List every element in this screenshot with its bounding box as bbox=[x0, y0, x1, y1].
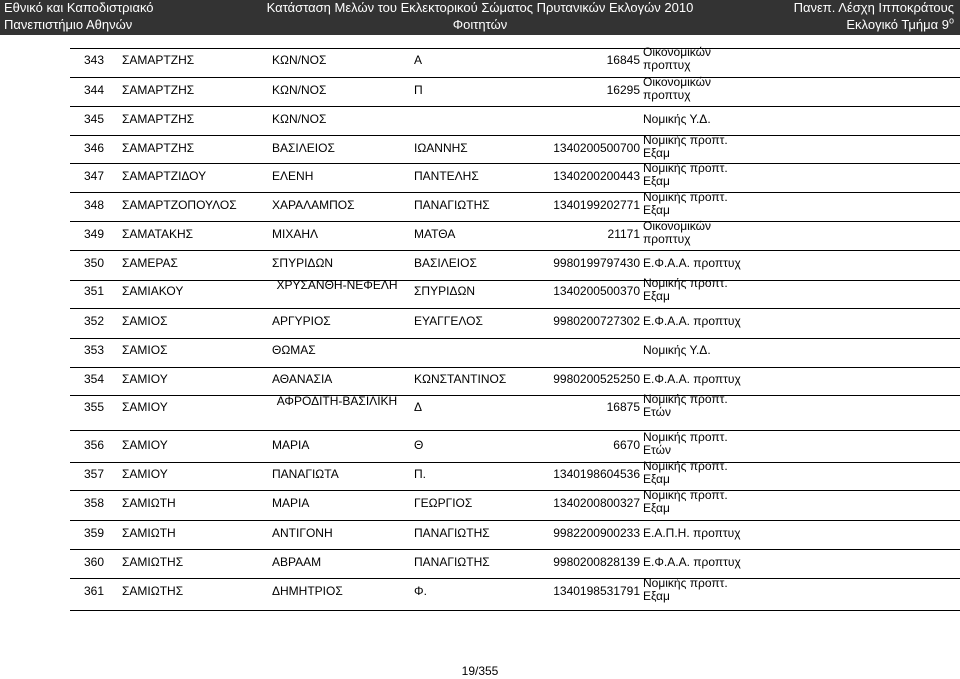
surname: ΣΑΜΙΩΤΗΣ bbox=[122, 584, 184, 598]
row-number: 349 bbox=[84, 227, 105, 241]
page-number: 19/355 bbox=[461, 664, 499, 678]
father-name: Θ bbox=[414, 438, 424, 452]
university-name-line2: Πανεπιστήμιο Αθηνών bbox=[4, 17, 133, 32]
surname: ΣΑΜΙΟΣ bbox=[122, 343, 168, 357]
surname: ΣΑΜΙΑΚΟΥ bbox=[122, 284, 184, 298]
student-id: 16875 bbox=[606, 400, 640, 414]
row-number: 352 bbox=[84, 314, 105, 328]
first-name: ΚΩΝ/ΝΟΣ bbox=[272, 112, 327, 126]
student-id: 9980200525250 bbox=[553, 372, 640, 386]
father-name: ΓΕΩΡΓΙΟΣ bbox=[414, 496, 473, 510]
row-separator bbox=[70, 106, 960, 107]
polling-section-ordinal: ο bbox=[948, 15, 954, 26]
department: Οικονομικών προπτυχ bbox=[643, 75, 712, 102]
first-name: ΚΩΝ/ΝΟΣ bbox=[272, 83, 327, 97]
student-id: 6670 bbox=[613, 438, 640, 452]
father-name: Π. bbox=[414, 467, 426, 481]
row-number: 350 bbox=[84, 256, 105, 270]
surname: ΣΑΜΙΩΤΗ bbox=[122, 496, 176, 510]
document-title: Κατάσταση Μελών του Εκλεκτορικού Σώματος Πρυτανικών Εκλογών 2010 bbox=[266, 0, 694, 15]
surname: ΣΑΜΙΟΣ bbox=[122, 314, 168, 328]
row-number: 357 bbox=[84, 467, 105, 481]
row-number: 356 bbox=[84, 438, 105, 452]
row-separator bbox=[70, 135, 960, 136]
student-id: 9982200900233 bbox=[553, 526, 640, 540]
row-separator bbox=[70, 77, 960, 78]
surname: ΣΑΜΙΩΤΗ bbox=[122, 526, 176, 540]
father-name: ΠΑΝΤΕΛΗΣ bbox=[414, 169, 479, 183]
row-number: 361 bbox=[84, 584, 105, 598]
department: Νομικής προπτ. Εξαμ bbox=[643, 161, 728, 188]
department: Νομικής Υ.Δ. bbox=[643, 343, 711, 357]
father-name: Φ. bbox=[414, 584, 427, 598]
department: Νομικής προπτ. Ετών bbox=[643, 430, 728, 457]
first-name: ΜΙΧΑΗΛ bbox=[272, 227, 319, 241]
row-separator bbox=[70, 430, 960, 431]
first-name: ΜΑΡΙΑ bbox=[272, 438, 310, 452]
row-number: 358 bbox=[84, 496, 105, 510]
first-name: ΠΑΝΑΓΙΩΤΑ bbox=[272, 467, 339, 481]
row-number: 347 bbox=[84, 169, 105, 183]
first-name: ΑΦΡΟΔΙΤΗ-ΒΑΣΙΛΙΚΗ bbox=[276, 394, 398, 408]
row-number: 353 bbox=[84, 343, 105, 357]
row-number: 343 bbox=[84, 53, 105, 67]
first-name: ΚΩΝ/ΝΟΣ bbox=[272, 53, 327, 67]
row-number: 344 bbox=[84, 83, 105, 97]
row-number: 346 bbox=[84, 141, 105, 155]
student-id: 1340200800327 bbox=[553, 496, 640, 510]
father-name: ΠΑΝΑΓΙΩΤΗΣ bbox=[414, 555, 490, 569]
polling-location: Πανεπ. Λέσχη Ιπποκράτους bbox=[793, 0, 954, 15]
student-id: 1340200500700 bbox=[553, 141, 640, 155]
surname: ΣΑΜΑΡΤΖΗΣ bbox=[122, 141, 195, 155]
department: Νομικής προπτ. Εξαμ bbox=[643, 190, 728, 217]
surname: ΣΑΜΑΤΑΚΗΣ bbox=[122, 227, 194, 241]
father-name: ΕΥΑΓΓΕΛΟΣ bbox=[414, 314, 483, 328]
row-separator bbox=[70, 520, 960, 521]
university-name-line1: Εθνικό και Καποδιστριακό bbox=[4, 0, 154, 15]
father-name: Δ bbox=[414, 400, 423, 414]
row-separator bbox=[70, 549, 960, 550]
row-separator bbox=[70, 578, 960, 579]
father-name: ΒΑΣΙΛΕΙΟΣ bbox=[414, 256, 477, 270]
row-separator bbox=[70, 367, 960, 368]
surname: ΣΑΜΕΡΑΣ bbox=[122, 256, 178, 270]
first-name: ΘΩΜΑΣ bbox=[272, 343, 316, 357]
first-name: ΕΛΕΝΗ bbox=[272, 169, 314, 183]
row-number: 360 bbox=[84, 555, 105, 569]
department: Νομικής προπτ. Εξαμ bbox=[643, 488, 728, 515]
department: Νομικής προπτ. Εξαμ bbox=[643, 459, 728, 486]
father-name: ΠΑΝΑΓΙΩΤΗΣ bbox=[414, 526, 490, 540]
document-subtitle: Φοιτητών bbox=[452, 17, 508, 32]
polling-section bbox=[846, 17, 954, 33]
father-name: Α bbox=[414, 53, 423, 67]
row-separator bbox=[70, 308, 960, 309]
student-id: 1340199202771 bbox=[553, 198, 640, 212]
department: Ε.Φ.Α.Α. προπτυχ bbox=[643, 256, 741, 270]
surname: ΣΑΜΙΩΤΗΣ bbox=[122, 555, 184, 569]
student-id: 16295 bbox=[606, 83, 640, 97]
department: Οικονομικών προπτυχ bbox=[643, 45, 712, 72]
row-number: 348 bbox=[84, 198, 105, 212]
row-separator bbox=[70, 192, 960, 193]
department: Νομικής προπτ. Εξαμ bbox=[643, 133, 728, 160]
row-separator bbox=[70, 462, 960, 463]
first-name: ΑΡΓΥΡΙΟΣ bbox=[272, 314, 331, 328]
first-name: ΔΗΜΗΤΡΙΟΣ bbox=[272, 584, 343, 598]
row-separator bbox=[70, 610, 960, 611]
row-separator bbox=[70, 221, 960, 222]
row-separator bbox=[70, 48, 960, 49]
student-id: 1340200200443 bbox=[553, 169, 640, 183]
student-id: 9980200727302 bbox=[553, 314, 640, 328]
student-id: 1340200500370 bbox=[553, 284, 640, 298]
first-name: ΣΠΥΡΙΔΩΝ bbox=[272, 256, 334, 270]
department: Ε.Φ.Α.Α. προπτυχ bbox=[643, 555, 741, 569]
row-number: 345 bbox=[84, 112, 105, 126]
surname: ΣΑΜΙΟΥ bbox=[122, 467, 168, 481]
surname: ΣΑΜΑΡΤΖΗΣ bbox=[122, 112, 195, 126]
first-name: ΧΡΥΣΑΝΘΗ-ΝΕΦΕΛΗ bbox=[276, 278, 398, 292]
department: Νομικής προπτ. Εξαμ bbox=[643, 276, 728, 303]
row-number: 354 bbox=[84, 372, 105, 386]
student-id: 21171 bbox=[607, 227, 640, 241]
surname: ΣΑΜΑΡΤΖΗΣ bbox=[122, 83, 195, 97]
row-number: 351 bbox=[84, 284, 105, 298]
surname: ΣΑΜΙΟΥ bbox=[122, 372, 168, 386]
row-separator bbox=[70, 338, 960, 339]
row-separator bbox=[70, 280, 960, 281]
father-name: ΚΩΝΣΤΑΝΤΙΝΟΣ bbox=[414, 372, 507, 386]
department: Οικονομικών προπτυχ bbox=[643, 219, 712, 246]
department: Ε.Φ.Α.Α. προπτυχ bbox=[643, 314, 741, 328]
student-id: 16845 bbox=[606, 53, 640, 67]
surname: ΣΑΜΙΟΥ bbox=[122, 400, 168, 414]
polling-section-label: Εκλογικό Τμήμα 9 bbox=[846, 17, 949, 32]
first-name: ΒΑΣΙΛΕΙΟΣ bbox=[272, 141, 335, 155]
father-name: ΜΑΤΘΑ bbox=[414, 227, 456, 241]
first-name: ΜΑΡΙΑ bbox=[272, 496, 310, 510]
row-separator bbox=[70, 490, 960, 491]
surname: ΣΑΜΑΡΤΖΗΣ bbox=[122, 53, 195, 67]
surname: ΣΑΜΙΟΥ bbox=[122, 438, 168, 452]
department: Νομικής προπτ. Ετών bbox=[643, 392, 728, 419]
father-name: ΠΑΝΑΓΙΩΤΗΣ bbox=[414, 198, 490, 212]
student-id: 1340198604536 bbox=[553, 467, 640, 481]
row-separator bbox=[70, 395, 960, 396]
department: Νομικής προπτ. Εξαμ bbox=[643, 576, 728, 603]
student-id: 1340198531791 bbox=[553, 584, 640, 598]
father-name: ΙΩΑΝΝΗΣ bbox=[414, 141, 468, 155]
father-name: Π bbox=[414, 83, 423, 97]
row-separator bbox=[70, 163, 960, 164]
first-name: ΑΘΑΝΑΣΙΑ bbox=[272, 372, 333, 386]
department: Ε.Α.Π.Η. προπτυχ bbox=[643, 526, 741, 540]
student-id: 9980200828139 bbox=[553, 555, 640, 569]
surname: ΣΑΜΑΡΤΖΙΔΟΥ bbox=[122, 169, 207, 183]
first-name: ΑΝΤΙΓΟΝΗ bbox=[272, 526, 333, 540]
first-name: ΧΑΡΑΛΑΜΠΟΣ bbox=[272, 198, 355, 212]
surname: ΣΑΜΑΡΤΖΟΠΟΥΛΟΣ bbox=[122, 198, 237, 212]
row-number: 355 bbox=[84, 400, 105, 414]
row-separator bbox=[70, 250, 960, 251]
page-header bbox=[0, 0, 960, 35]
department: Ε.Φ.Α.Α. προπτυχ bbox=[643, 372, 741, 386]
student-id: 9980199797430 bbox=[553, 256, 640, 270]
department: Νομικής Υ.Δ. bbox=[643, 112, 711, 126]
row-number: 359 bbox=[84, 526, 105, 540]
father-name: ΣΠΥΡΙΔΩΝ bbox=[414, 284, 476, 298]
first-name: ΑΒΡΑΑΜ bbox=[272, 555, 322, 569]
